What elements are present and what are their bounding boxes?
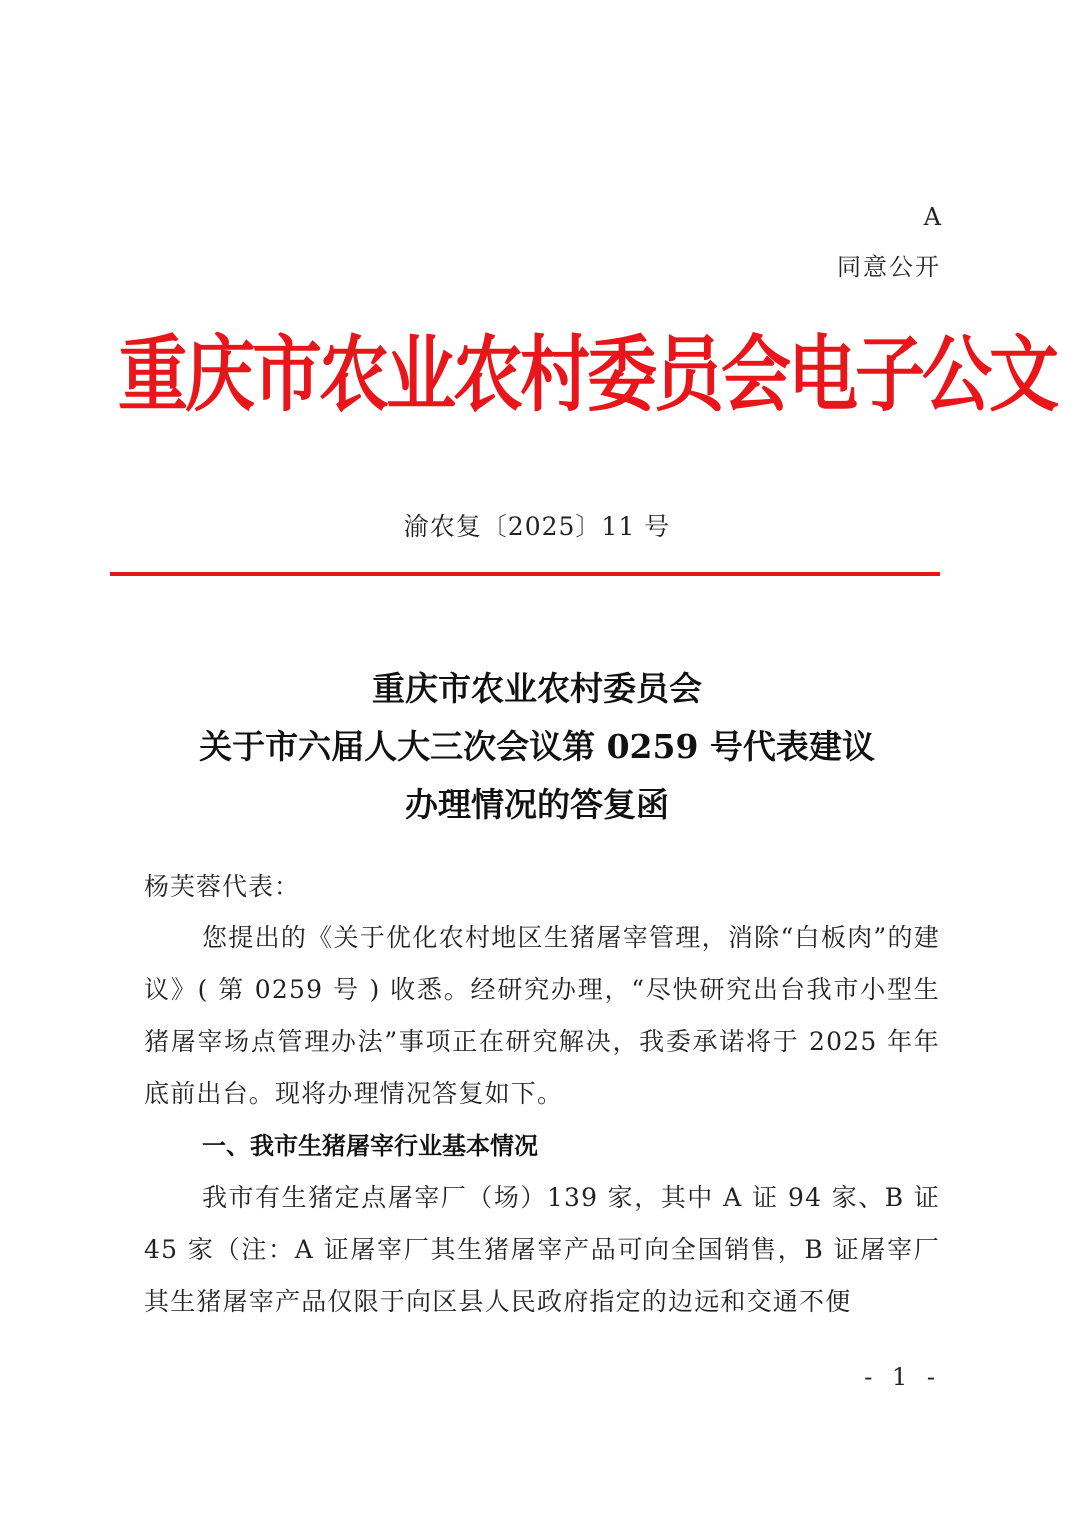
red-divider-line [110,572,940,576]
title-line-1: 重庆市农业农村委员会 [372,669,702,708]
title-line-2: 关于市六届人大三次会议第 0259 号代表建议 [199,727,875,766]
document-body [144,862,940,1328]
salutation: 杨芙蓉代表： [144,872,301,901]
disclosure-level: A [923,203,941,231]
disclosure-note: 同意公开 [837,253,941,281]
title-line-3: 办理情况的答复函 [405,785,669,824]
body-paragraph-2: 我市有生猪定点屠宰厂（场）139 家，其中 A 证 94 家、B 证 45 家（注：A 证屠宰厂其生猪屠宰产品可向全国销售，B 证屠宰厂其生猪屠宰产品仅限于向区县人民政府指定的边远和交通不便 [144,1183,940,1316]
body-paragraph-1: 您提出的《关于优化农村地区生猪屠宰管理，消除“白板肉”的建议》( 第 0259 号 ) 收悉。经研究办理，“尽快研究出台我市小型生猪屠宰场点管理办法”事项正在研究解决，我委承诺将于 2025 年年底前出台。现将办理情况答复如下。 [144,923,940,1108]
page-number: - 1 - [864,1363,941,1391]
section-heading-1: 一、我市生猪屠宰行业基本情况 [202,1132,538,1160]
document-number: 渝农复〔2025〕11 号 [403,512,671,541]
masthead: 重庆市农业农村委员会电子公文 [118,326,1056,424]
document-title [0,660,1074,834]
